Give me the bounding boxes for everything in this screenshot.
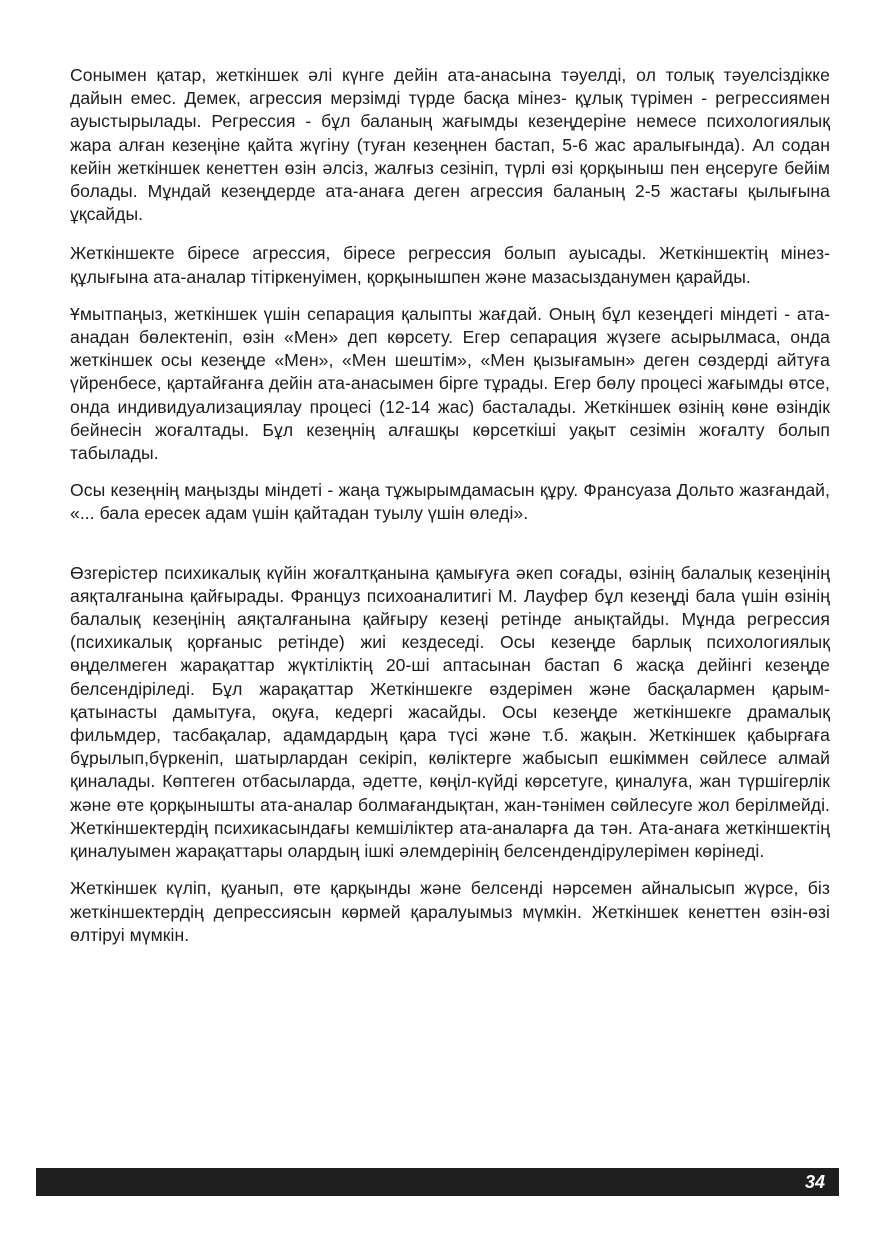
footer-bar (36, 1168, 839, 1196)
paragraph-4: Осы кезеңнің маңызды міндеті - жаңа тұжырымдамасын құру. Франсуаза Дольто жазғандай, «... бала ересек адам үшін қайтадан туылу үшін өледі». (70, 480, 830, 524)
paragraph-3: Ұмытпаңыз, жеткіншек үшін сепарация қалыпты жағдай. Оның бұл кезеңдегі міндеті - ата-анадан бөлектеніп, өзін «Мен» деп көрсету. Егер сепарация жүзеге асырылмаса, онда жеткіншек осы кезеңде «Мен», «Мен шештім», «Мен қызығамын» деген сөздерді айтуға үйренбесе, қартайғанға дейін ата-анасымен бірге тұрады. Егер бөлу процесі жағымды өтсе, онда индивидуализациялау процесі (12-14 жас) басталады. Жеткіншек өзінің көне өзіндік бейнесін жоғалтады. Бұл кезеңнің алғашқы көрсеткіші уақыт сезімін жоғалту болып табылады. (70, 303, 830, 464)
paragraph-2: Жеткіншекте біресе агрессия, біресе регрессия болып ауысады. Жеткіншектің мінез-құлығына ата-аналар тітіркенуімен, қорқынышпен және мазасызданумен қарайды. (70, 243, 830, 287)
paragraph-6: Жеткіншек күліп, қуанып, өте қарқынды және белсенді нәрсемен айналысып жүрсе, біз жеткіншектердің депрессиясын көрмей қаралуымыз мүмкін. Жеткіншек кенеттен өзін-өзі өлтіруі мүмкін. (70, 878, 830, 945)
paragraph-5: Өзгерістер психикалық күйін жоғалтқанына қамығуға әкеп соғады, өзінің балалық кезеңінің аяқталғанына қайғырады. Француз психоаналитигі М. Лауфер бұл кезеңді бала үшін өзінің балалық кезеңінің аяқталғанына қайғыру кезеңі ретінде анықтайды. Мұнда регрессия (психикалық қорғаныс ретінде) жиі кездеседі. Осы кезеңде барлық психологиялық өңделмеген жарақаттар жүктіліктің 20-ші аптасынан бастап 6 жасқа дейінгі кезеңде белсендіріледі. Бұл жарақаттар Жеткіншекге өздерімен және басқалармен қарым-қатынасты дамытуға, оқуға, кедергі жасайды. Осы кезеңде жеткіншекге драмалық фильмдер, тасбақалар, адамдардың қара түсі және т.б. жақын. Жеткіншек қабырғаға бұрылып,бүркеніп, шатырлардан секіріп, көліктерге жабысып ешкіммен сөйлесе алмай қиналады. Көптеген отбасыларда, әдетте, көңіл-күйді көрсетуге, қиналуға, жан түршігерлік және өте қорқынышты ата-аналар болмағандықтан, жан-тәнімен сөйлесуге жол берілмейді. Жеткіншектердің психикасындағы кемшіліктер ата-аналарға да тән. Ата-анаға жеткіншектің қиналуымен жарақаттары олардың ішкі әлемдерінің белсендендірулерімен көрінеді. (70, 562, 830, 862)
page-number: 34 (804, 1172, 825, 1192)
page-body (70, 64, 830, 947)
paragraph-1: Сонымен қатар, жеткіншек әлі күнге дейін ата-анасына тәуелді, ол толық тәуелсіздікке дайын емес. Демек, агрессия мерзімді түрде басқа мінез- құлық түрімен - регрессиямен ауыстырылады. Регрессия - бұл баланың жағымды кезеңдеріне немесе психологиялық жара алған кезеңіне қайта жүгіну (туған кезеңнен бастап, 5-6 жас аралығында). Ал содан кейін жеткіншек кенеттен өзін әлсіз, жалғыз сезініп, түрлі өзі қорқыныш пен еңсеруге бейім болады. Мұндай кезеңдерде ата-анаға деген агрессия баланың 2-5 жастағы қылығына ұқсайды. (70, 65, 830, 225)
